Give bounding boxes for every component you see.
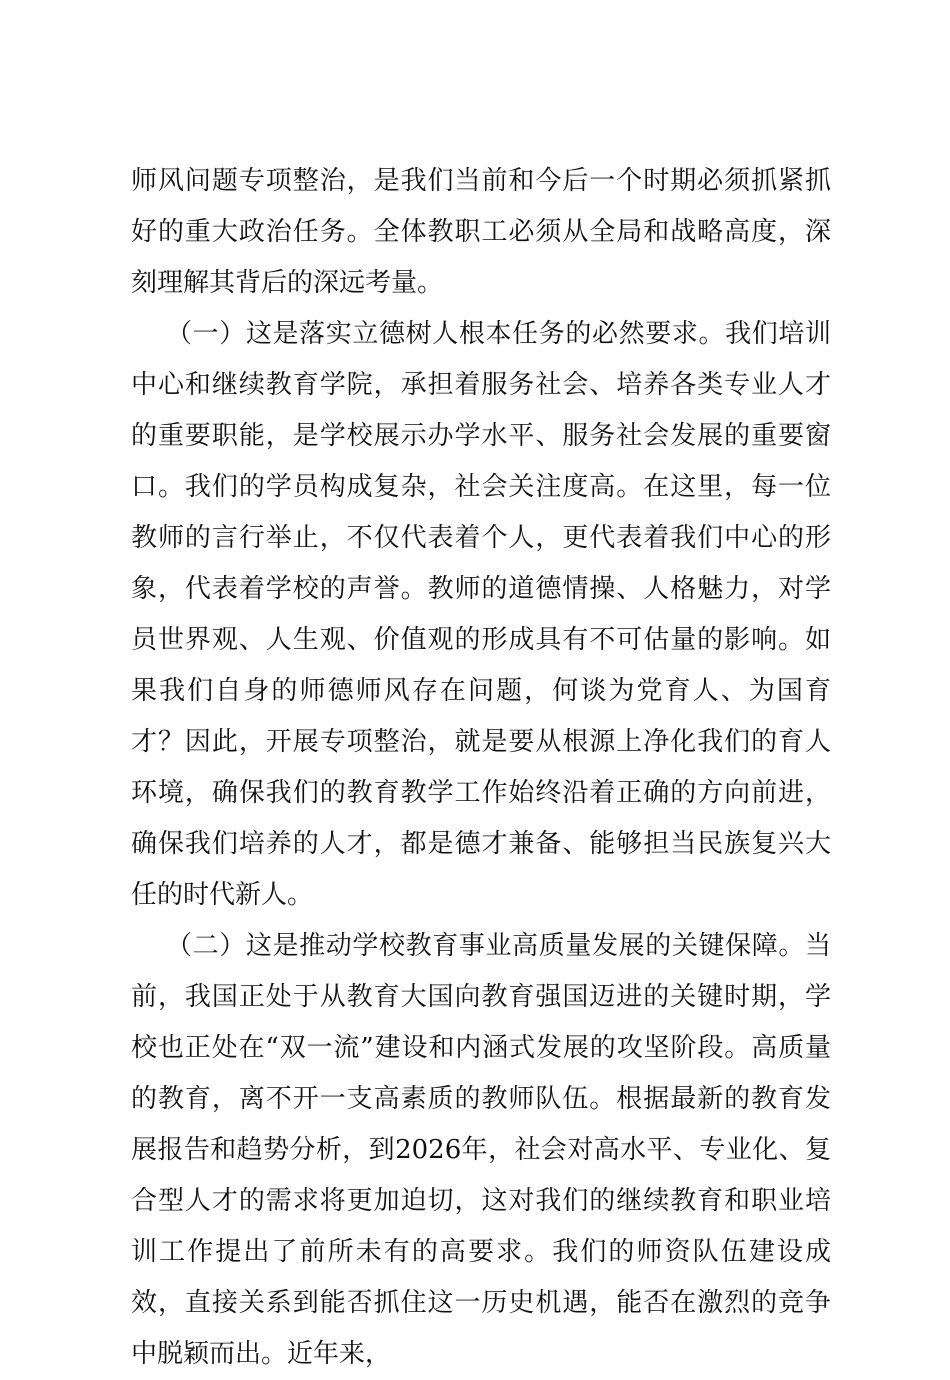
paragraph-section-one: （一）这是落实立德树人根本任务的必然要求。我们培训中心和继续教育学院，承担着服务社会、培养各类专业人才的重要职能，是学校展示办学水平、服务社会发展的重要窗口。我们的学员构成复杂，社会关注度高。在这里，每一位教师的言行举止，不仅代表着个人，更代表着我们中心的形象，代表着学校的声誉。教师的道德情操、人格魅力，对学员世界观、人生观、价值观的形成具有不可估量的影响。如果我们自身的师德师风存在问题，何谈为党育人、为国育才？因此，开展专项整治，就是要从根源上净化我们的育人环境，确保我们的教育教学工作始终沿着正确的方向前进，确保我们培养的人才，都是德才兼备、能够担当民族复兴大任的时代新人。 <box>131 319 831 910</box>
document-body <box>131 156 831 1380</box>
paragraph-intro: 师风问题专项整治，是我们当前和今后一个时期必须抓紧抓好的重大政治任务。全体教职工必须从全局和战略高度，深刻理解其背后的深远考量。 <box>131 166 831 298</box>
paragraph-section-two: （二）这是推动学校教育事业高质量发展的关键保障。当前，我国正处于从教育大国向教育强国迈进的关键时期，学校也正处在“双一流”建设和内涵式发展的攻坚阶段。高质量的教育，离不开一支高素质的教师队伍。根据最新的教育发展报告和趋势分析，到2026年，社会对高水平、专业化、复合型人才的需求将更加迫切，这对我们的继续教育和职业培训工作提出了前所未有的高要求。我们的师资队伍建设成效，直接关系到能否抓住这一历史机遇，能否在激烈的竞争中脱颖而出。近年来， <box>131 931 831 1369</box>
